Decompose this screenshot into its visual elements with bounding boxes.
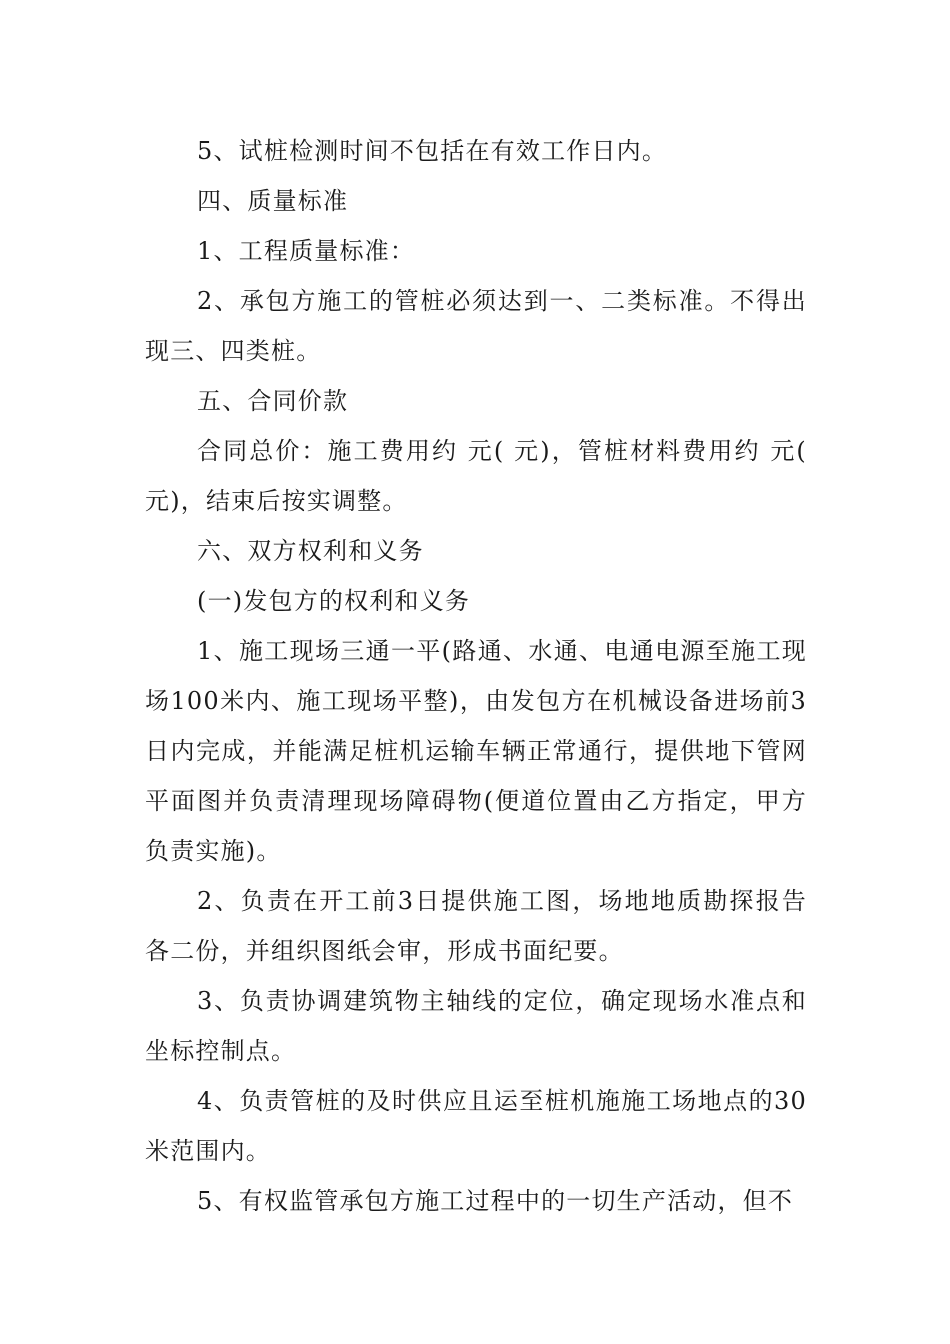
paragraph-item-1-quality: 1、工程质量标准： — [197, 237, 416, 265]
paragraph-item-5-test-time: 5、试桩检测时间不包括在有效工作日内。 — [197, 137, 668, 165]
section-heading-quality-standard: 四、质量标准 — [197, 187, 349, 215]
paragraph-item-5-supervision: 5、有权监管承包方施工过程中的一切生产活动，但不 — [197, 1187, 794, 1215]
section-heading-rights-obligations: 六、双方权利和义务 — [197, 537, 424, 565]
document-body — [145, 126, 807, 1226]
section-heading-contract-price: 五、合同价款 — [197, 387, 349, 415]
paragraph-item-1-site-preparation: 1、施工现场三通一平(路通、水通、电通电源至施工现场100米内、施工现场平整)，由发包方在机械设备进场前3日内完成，并能满足桩机运输车辆正常通行，提供地下管网平面图并负责清理现场障碍物(便道位置由乙方指定，甲方负责实施)。 — [145, 637, 807, 865]
paragraph-contract-total: 合同总价：施工费用约 元( 元)，管桩材料费用约 元( 元)，结束后按实调整。 — [145, 437, 807, 515]
subsection-heading-employer: (一)发包方的权利和义务 — [197, 587, 471, 615]
paragraph-item-3-axis-positioning: 3、负责协调建筑物主轴线的定位，确定现场水准点和坐标控制点。 — [145, 987, 807, 1065]
paragraph-item-2-drawings: 2、负责在开工前3日提供施工图，场地地质勘探报告各二份，并组织图纸会审，形成书面纪要。 — [145, 887, 807, 965]
paragraph-item-2-pile-class: 2、承包方施工的管桩必须达到一、二类标准。不得出现三、四类桩。 — [145, 287, 807, 365]
paragraph-item-4-pile-supply: 4、负责管桩的及时供应且运至桩机施施工场地点的30米范围内。 — [145, 1087, 807, 1165]
